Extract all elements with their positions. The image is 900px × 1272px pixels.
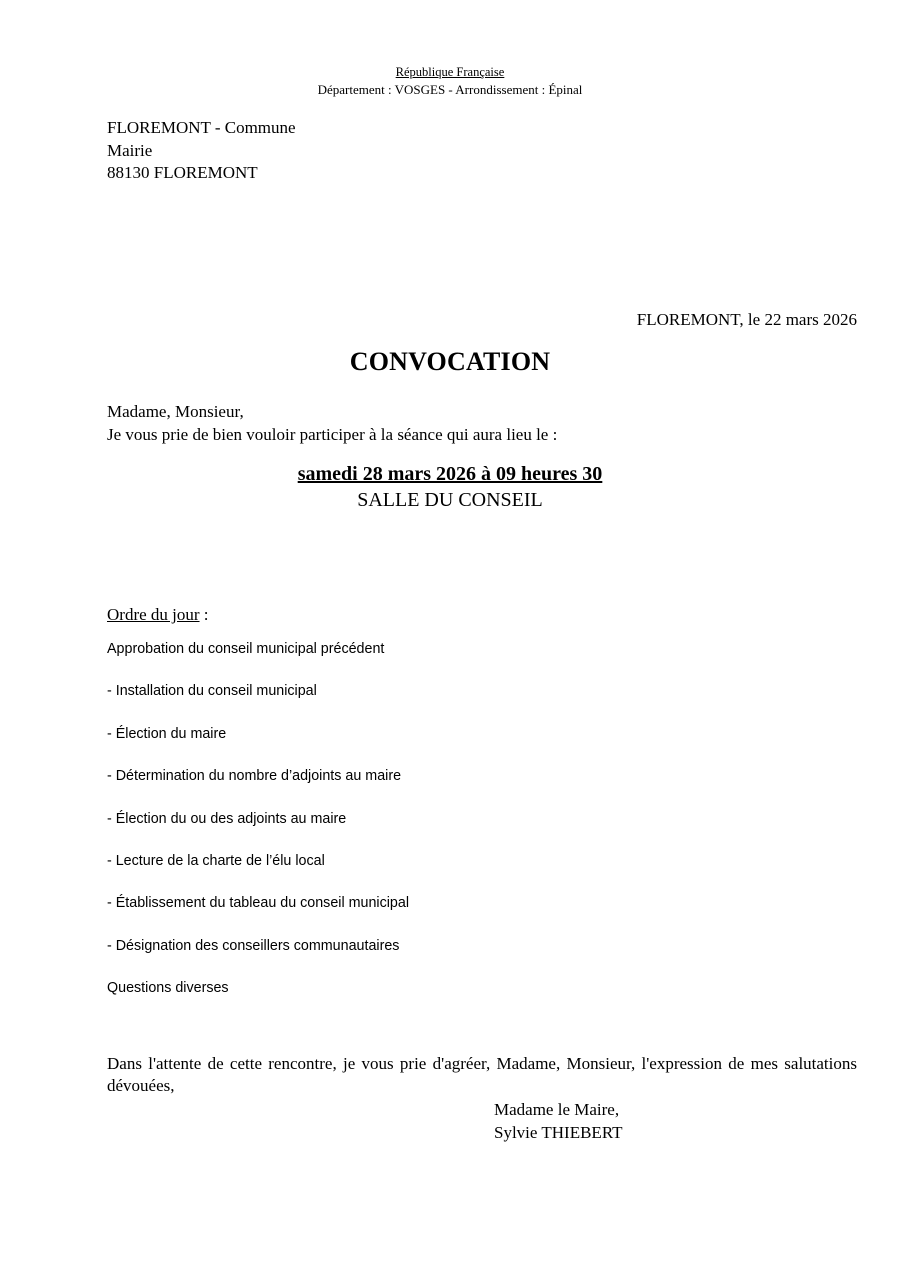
sender-address <box>107 117 296 185</box>
place-and-date: FLOREMONT, le 22 mars 2026 <box>636 310 857 329</box>
agenda-item: - Installation du conseil municipal <box>107 683 317 700</box>
sender-line-postal: 88130 FLOREMONT <box>107 163 258 182</box>
agenda-item: - Établissement du tableau du conseil municipal <box>107 895 409 912</box>
closing-paragraph: Dans l'attente de cette rencontre, je vous prie d'agréer, Madame, Monsieur, l'expression de mes salutations dévouées, <box>107 1054 857 1095</box>
agenda-list <box>107 640 409 1022</box>
agenda-item: - Désignation des conseillers communautaires <box>107 937 400 954</box>
agenda-heading <box>107 605 209 625</box>
agenda-heading-colon: : <box>199 605 209 624</box>
agenda-item: Questions diverses <box>107 980 229 997</box>
meeting-date: samedi 28 mars 2026 à 09 heures 30 <box>297 463 603 485</box>
agenda-item: - Élection du ou des adjoints au maire <box>107 810 347 827</box>
agenda-heading-label: Ordre du jour <box>107 605 200 624</box>
intro-text: Je vous prie de bien vouloir participer à la séance qui aura lieu le : <box>107 424 558 444</box>
agenda-item: Approbation du conseil municipal précédent <box>107 641 385 657</box>
greeting: Madame, Monsieur, <box>107 402 244 421</box>
department-line: Département : VOSGES - Arrondissement : Épinal <box>317 82 583 97</box>
document-title: CONVOCATION <box>349 347 551 376</box>
sender-line-commune: FLOREMONT - Commune <box>107 118 296 137</box>
agenda-item: - Détermination du nombre d’adjoints au maire <box>107 768 402 785</box>
republic-heading: République Française <box>395 65 505 79</box>
sender-line-mairie: Mairie <box>107 140 153 160</box>
signatory-name: Sylvie THIEBERT <box>494 1123 623 1142</box>
signature-block <box>494 1098 623 1144</box>
agenda-item: - Lecture de la charte de l’élu local <box>107 852 325 869</box>
meeting-place: SALLE DU CONSEIL <box>357 489 543 511</box>
salutation-block <box>107 401 557 446</box>
signatory-role: Madame le Maire, <box>494 1100 620 1119</box>
agenda-item: - Élection du maire <box>107 725 227 742</box>
